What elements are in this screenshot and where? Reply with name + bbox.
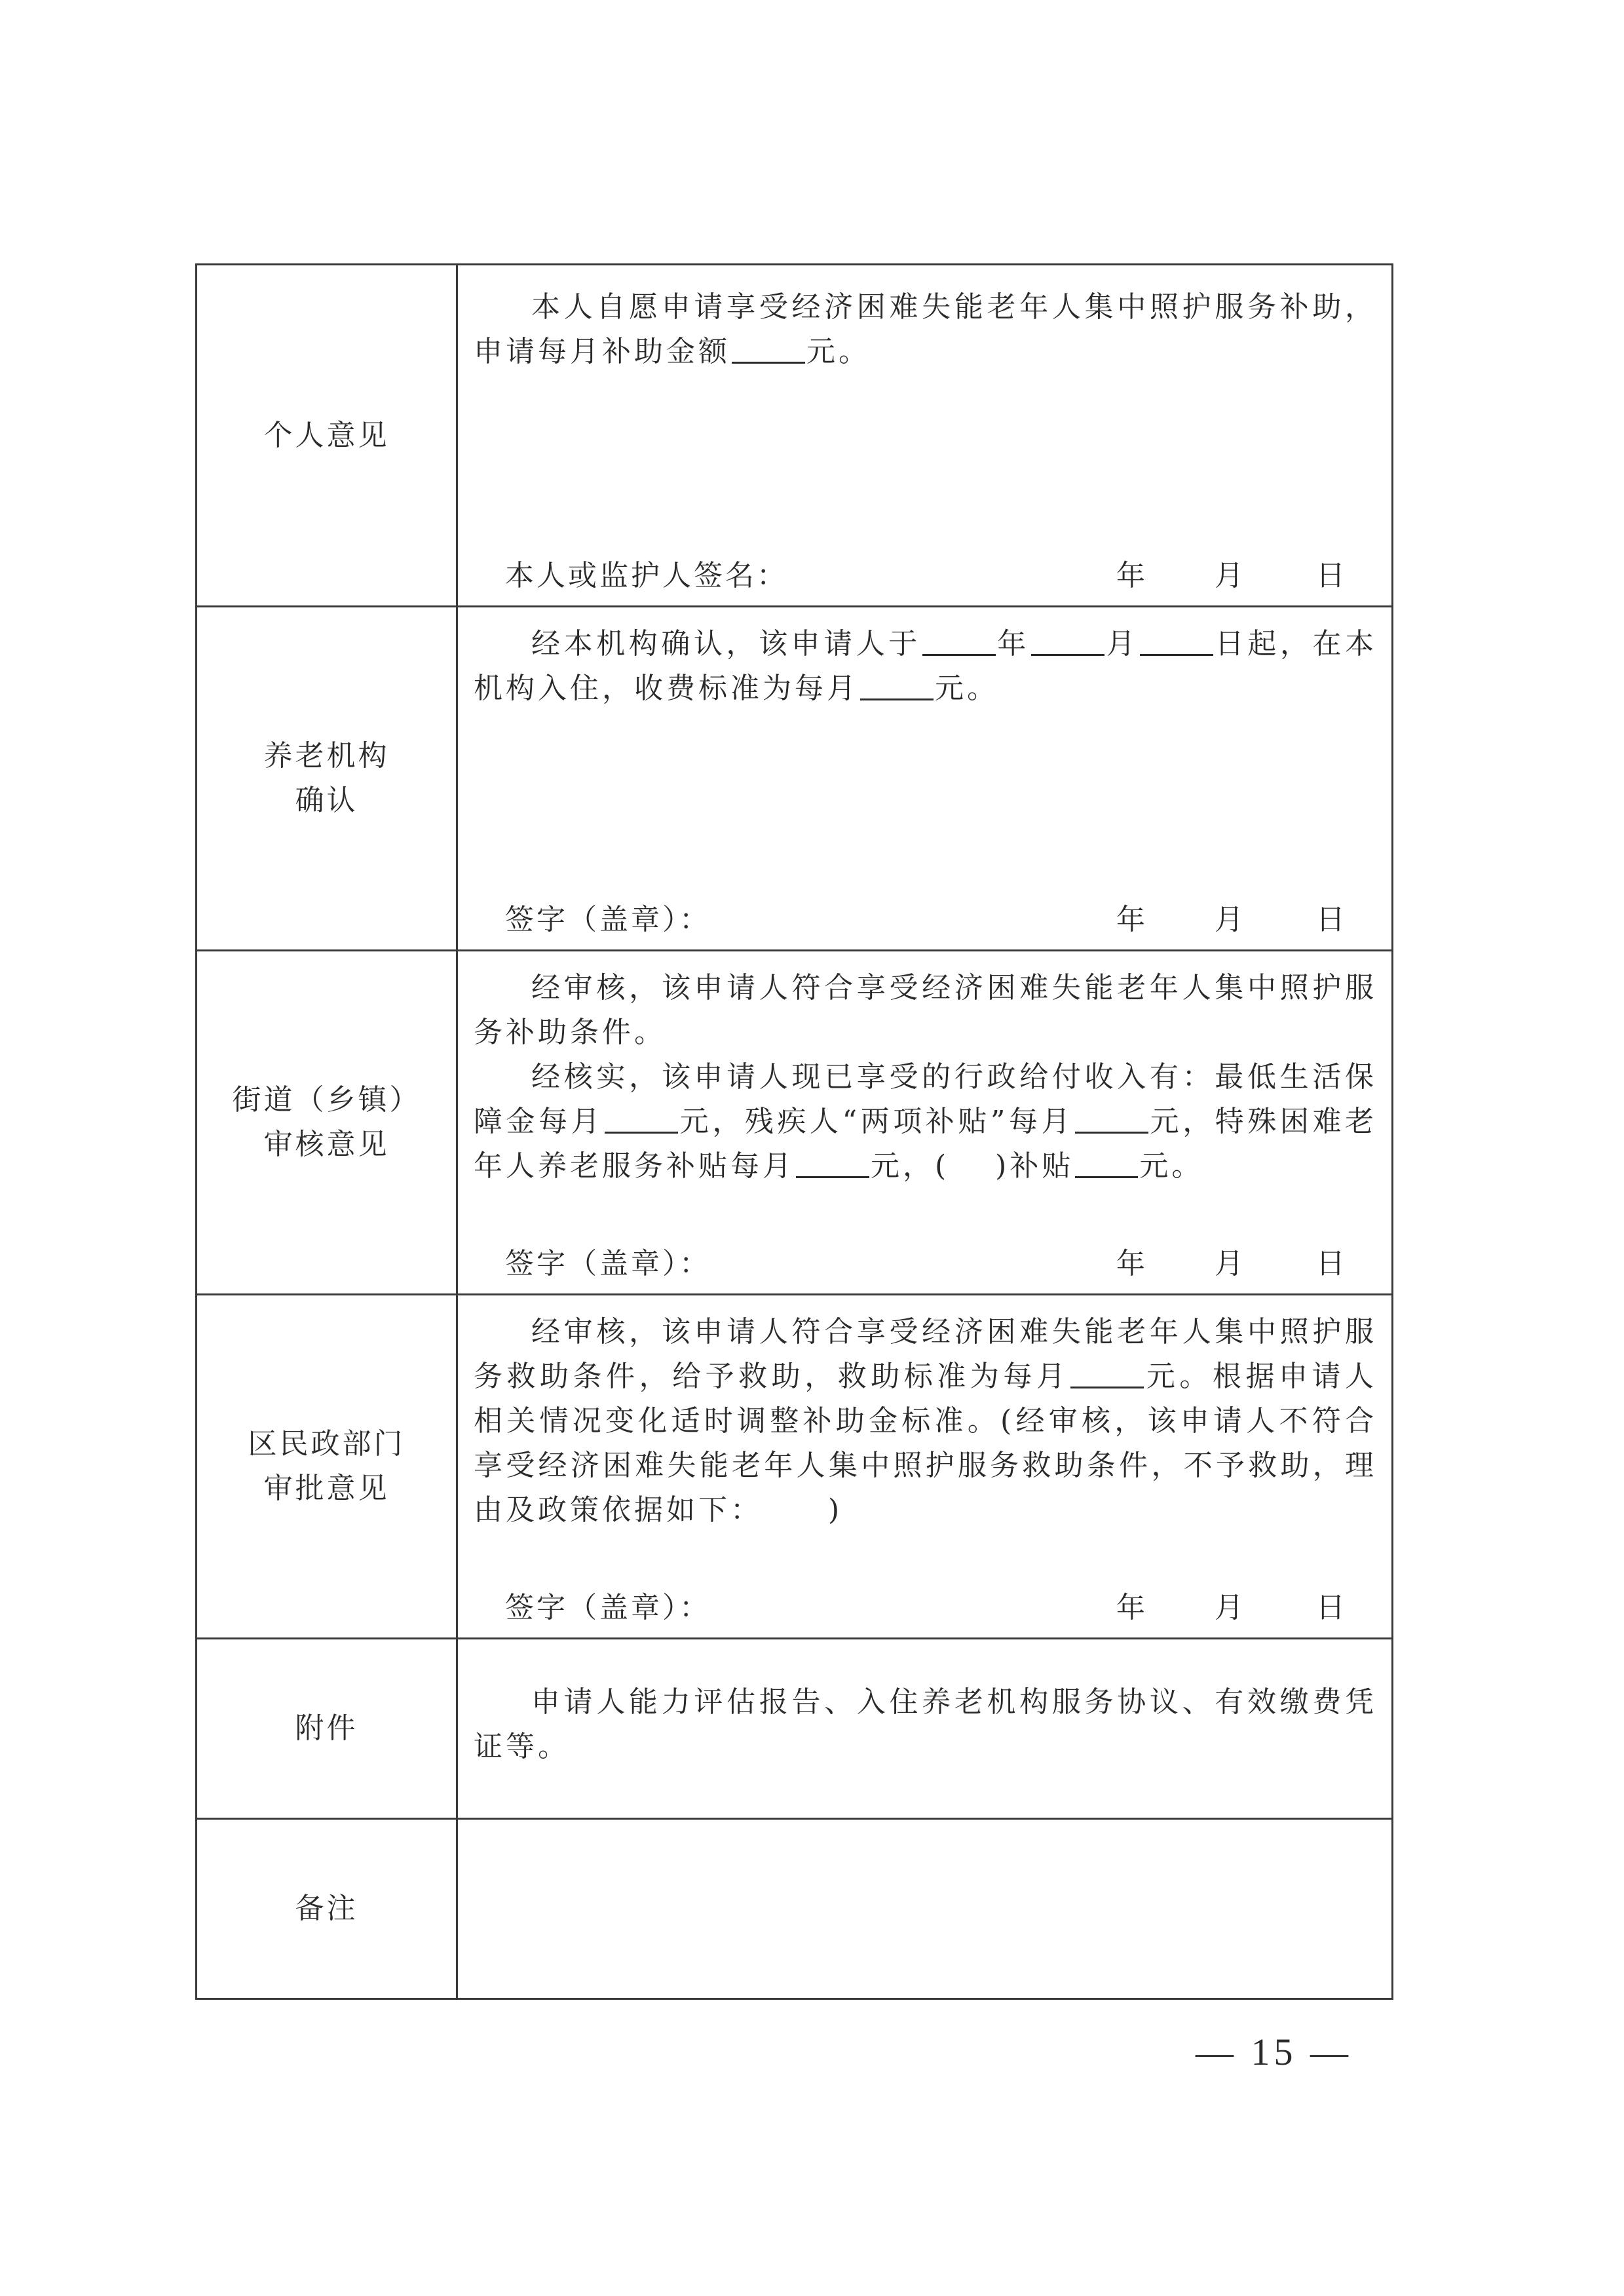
- street-signature-row: [458, 1240, 1391, 1279]
- elderly-care-subsidy-blank[interactable]: [796, 1147, 869, 1178]
- street-review-paragraph2: [458, 1055, 1391, 1189]
- personal-date-year: 年: [1116, 559, 1148, 592]
- personal-signature-row: [458, 552, 1391, 591]
- street-text-part-e: )补贴: [995, 1149, 1074, 1183]
- disability-subsidy-blank[interactable]: [1075, 1103, 1148, 1134]
- street-text-part-b: 元，残疾人“两项补贴”每月: [679, 1105, 1074, 1138]
- institution-confirm-content: [457, 607, 1393, 951]
- district-date-day: 日: [1316, 1591, 1348, 1624]
- fee-standard-blank[interactable]: [860, 670, 934, 700]
- street-review-row: [197, 951, 1393, 1295]
- district-approval-label-line2: 审批意见: [263, 1472, 390, 1505]
- attachment-row: [197, 1639, 1393, 1819]
- district-approval-text: [458, 1295, 1391, 1533]
- street-date-year: 年: [1116, 1247, 1148, 1280]
- institution-signature-row: [458, 896, 1391, 935]
- personal-date-day: 日: [1316, 559, 1348, 592]
- street-review-label-line2: 审核意见: [263, 1128, 390, 1161]
- institution-date-day: 日: [1316, 903, 1348, 936]
- district-text-part-b: 元。根据申请人相关情况变化适时调整补助金标准。(经审核，该申请人不符合享受经济困难失能老年人集中照护服务救助条件，不予救助，理由及政策依据如下：: [474, 1360, 1377, 1527]
- personal-opinion-label: 个人意见: [263, 418, 390, 452]
- minimum-living-allowance-blank[interactable]: [605, 1103, 678, 1134]
- institution-text-unit: 元。: [935, 672, 999, 705]
- street-review-content: [457, 951, 1393, 1295]
- district-signature-label: 签字（盖章）：: [505, 1591, 711, 1624]
- remarks-row: [197, 1819, 1393, 1999]
- street-review-label-line1: 街道（乡镇）: [232, 1083, 421, 1117]
- institution-text-year: 年: [996, 627, 1030, 660]
- institution-confirm-row: [197, 607, 1393, 951]
- personal-opinion-label-cell: [197, 265, 457, 607]
- district-date-month: 月: [1215, 1591, 1246, 1624]
- personal-opinion-content: [457, 265, 1393, 607]
- district-approval-label-line1: 区民政部门: [248, 1427, 406, 1461]
- institution-confirm-text: [458, 607, 1391, 711]
- personal-opinion-row: [197, 265, 1393, 607]
- remarks-content[interactable]: [457, 1819, 1393, 1999]
- street-date-day: 日: [1316, 1247, 1348, 1280]
- attachment-label-cell: [197, 1639, 457, 1819]
- district-text-part-c: ): [828, 1493, 843, 1527]
- attachment-content: [457, 1639, 1393, 1819]
- street-review-label-cell: [197, 951, 457, 1295]
- attachment-label: 附件: [295, 1712, 358, 1745]
- monthly-amount-blank[interactable]: [732, 333, 805, 364]
- street-text-part-a: 经核实，该申请人现已享受的行政给付收入有：最低生活保障金每月: [474, 1060, 1377, 1138]
- institution-date-year: 年: [1116, 903, 1148, 936]
- institution-date-month: 月: [1215, 903, 1246, 936]
- institution-text-part1: 经本机构确认，该申请人于: [531, 627, 921, 660]
- street-signature-label: 签字（盖章）：: [505, 1247, 711, 1280]
- street-text-part-d: 元，(: [871, 1149, 950, 1183]
- district-signature-row: [458, 1584, 1391, 1623]
- page-number: — 15 —: [1196, 2031, 1352, 2073]
- application-form-table: [195, 263, 1393, 2000]
- admission-year-blank[interactable]: [922, 625, 996, 656]
- street-text-part-f: 元。: [1139, 1149, 1204, 1183]
- institution-confirm-label-cell: [197, 607, 457, 951]
- institution-text-part4: 日起，在本机构入住，收费标准为每月: [474, 627, 1378, 705]
- personal-signature-label: 本人或监护人签名：: [505, 559, 788, 592]
- assistance-standard-blank[interactable]: [1070, 1358, 1144, 1388]
- remarks-label: 备注: [295, 1892, 358, 1925]
- personal-opinion-text-main: 本人自愿申请享受经济困难失能老年人集中照护服务补助，申请每月补助金额: [474, 290, 1377, 368]
- attachment-text: 申请人能力评估报告、入住养老机构服务协议、有效缴费凭证等。: [474, 1685, 1377, 1763]
- district-text-part-a: 经审核，该申请人符合享受经济困难失能老年人集中照护服务救助条件，给予救助，救助标准为每月: [474, 1315, 1377, 1393]
- district-approval-row: [197, 1295, 1393, 1639]
- street-date-month: 月: [1215, 1247, 1246, 1280]
- admission-day-blank[interactable]: [1140, 625, 1213, 656]
- street-review-paragraph1: 经审核，该申请人符合享受经济困难失能老年人集中照护服务补助条件。: [474, 971, 1377, 1049]
- district-approval-label-cell: [197, 1295, 457, 1639]
- other-subsidy-amount-blank[interactable]: [1075, 1147, 1138, 1178]
- institution-text-month: 月: [1106, 627, 1139, 660]
- remarks-label-cell: [197, 1819, 457, 1999]
- personal-opinion-text: [458, 265, 1391, 374]
- district-approval-content: [457, 1295, 1393, 1639]
- street-text-part-c: 元，特殊困难老年人养老服务补贴每月: [474, 1105, 1377, 1183]
- institution-confirm-label-line2: 确认: [295, 784, 358, 817]
- admission-month-blank[interactable]: [1031, 625, 1105, 656]
- institution-confirm-label-line1: 养老机构: [263, 739, 390, 773]
- institution-signature-label: 签字（盖章）：: [505, 903, 711, 936]
- personal-opinion-text-unit: 元。: [806, 335, 871, 368]
- district-date-year: 年: [1116, 1591, 1148, 1624]
- personal-date-month: 月: [1215, 559, 1246, 592]
